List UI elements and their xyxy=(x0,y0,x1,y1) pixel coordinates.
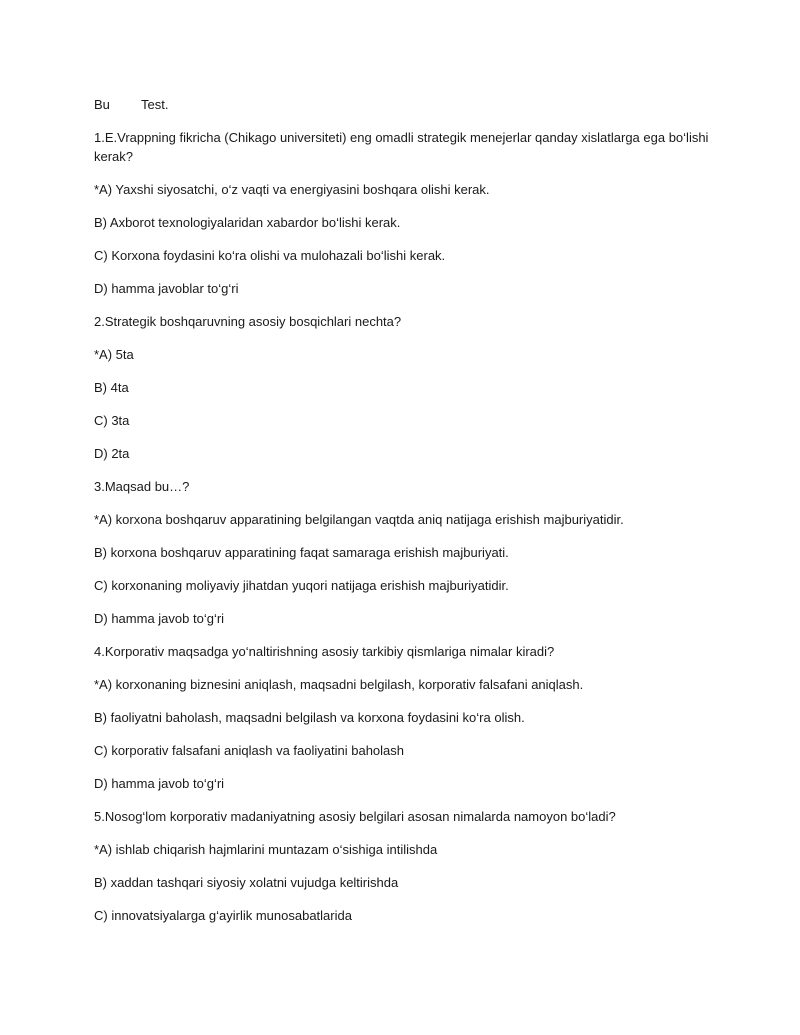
document-heading xyxy=(94,95,714,114)
document-content xyxy=(94,95,714,939)
question-1-text: 1.E.Vrappning fikricha (Chikago universiteti) eng omadli strategik menejerlar qanday xislatlarga ega bo‘lishi kerak? xyxy=(94,130,709,164)
question-1-option-a: *A) Yaxshi siyosatchi, o‘z vaqti va energiyasini boshqara olishi kerak. xyxy=(94,182,490,197)
question-2-option-c: C) 3ta xyxy=(94,413,130,428)
question-3-text: 3.Maqsad bu…? xyxy=(94,479,190,494)
question-2-option-a: *A) 5ta xyxy=(94,347,134,362)
question-1-option-b: B) Axborot texnologiyalaridan xabardor bo‘lishi kerak. xyxy=(94,215,401,230)
question-4-option-c: C) korporativ falsafani aniqlash va faoliyatini baholash xyxy=(94,743,405,758)
question-2-option-d: D) 2ta xyxy=(94,446,130,461)
question-2-option-b: B) 4ta xyxy=(94,380,129,395)
question-4-text: 4.Korporativ maqsadga yo‘naltirishning asosiy tarkibiy qismlariga nimalar kiradi? xyxy=(94,644,555,659)
question-3-option-a: *A) korxona boshqaruv apparatining belgilangan vaqtda aniq natijaga erishish majburiyatidir. xyxy=(94,512,624,527)
question-3-option-d: D) hamma javob to‘g‘ri xyxy=(94,611,225,626)
question-3-option-c: C) korxonaning moliyaviy jihatdan yuqori natijaga erishish majburiyatidir. xyxy=(94,578,509,593)
question-1-option-d: D) hamma javoblar to‘g‘ri xyxy=(94,281,239,296)
question-2-text: 2.Strategik boshqaruvning asosiy bosqichlari nechta? xyxy=(94,314,402,329)
question-1-option-c: C) Korxona foydasini ko‘ra olishi va mulohazali bo‘lishi kerak. xyxy=(94,248,446,263)
question-5-option-a: *A) ishlab chiqarish hajmlarini muntazam o‘sishiga intilishda xyxy=(94,842,438,857)
question-5-text: 5.Nosog‘lom korporativ madaniyatning asosiy belgilari asosan nimalarda namoyon bo‘ladi? xyxy=(94,809,616,824)
question-5-option-c: C) innovatsiyalarga g‘ayirlik munosabatlarida xyxy=(94,908,352,923)
heading-word-test: Test. xyxy=(141,97,169,112)
question-4-option-b: B) faoliyatni baholash, maqsadni belgilash va korxona foydasini ko‘ra olish. xyxy=(94,710,525,725)
question-4-option-a: *A) korxonaning biznesini aniqlash, maqsadni belgilash, korporativ falsafani aniqlash. xyxy=(94,677,584,692)
question-5-option-b: B) xaddan tashqari siyosiy xolatni vujudga keltirishda xyxy=(94,875,399,890)
question-4-option-d: D) hamma javob to‘g‘ri xyxy=(94,776,225,791)
question-3-option-b: B) korxona boshqaruv apparatining faqat samaraga erishish majburiyati. xyxy=(94,545,509,560)
heading-word-bu: Bu xyxy=(94,97,110,112)
